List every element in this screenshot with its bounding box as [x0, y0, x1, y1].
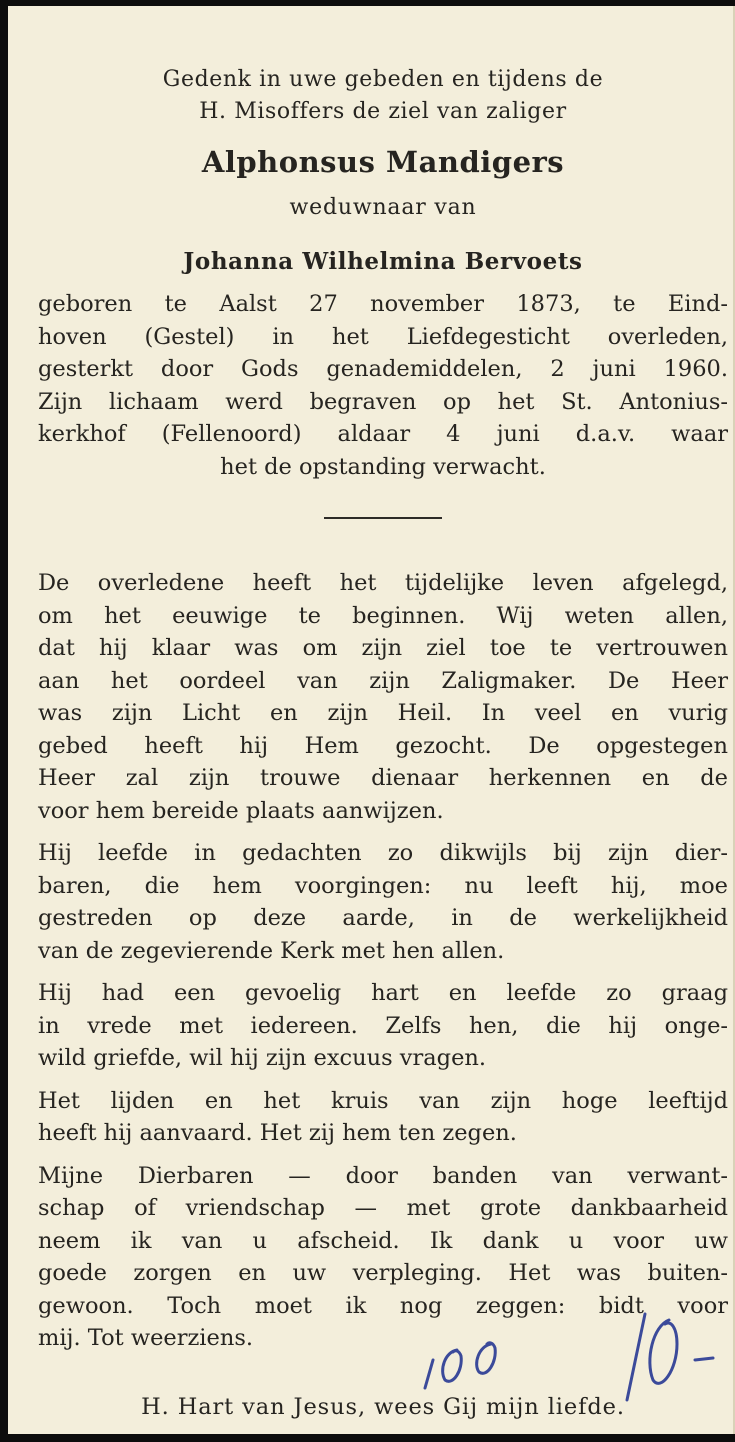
- biography-line: het de opstanding verwacht.: [220, 453, 546, 480]
- text-line: gewoon. Toch moet ik nog zeggen: bidt voor: [38, 1292, 728, 1319]
- prayer-card: [8, 6, 735, 1434]
- text-line: mij. Tot weerziens.: [38, 1325, 254, 1351]
- biography-line: hoven (Gestel) in het Liefdegesticht overleden,: [38, 323, 728, 350]
- text-line: gestreden op deze aarde, in de werkelijkheid: [38, 905, 728, 931]
- paragraph-4: [38, 1085, 728, 1150]
- biography-line: kerkhof (Fellenoord) aldaar 4 juni d.a.v. waar: [38, 421, 728, 447]
- intro-block: [38, 64, 728, 128]
- text-line: Hij leefde in gedachten zo dikwijls bij zijn dier-: [38, 840, 728, 866]
- pencil-annotation: [395, 1300, 735, 1410]
- biography-line: geboren te Aalst 27 november 1873, te Eind-: [38, 291, 728, 317]
- text-line: was zijn Licht en zijn Heil. In veel en vurig: [38, 700, 728, 726]
- closing-prayer: H. Hart van Jesus, wees Gij mijn liefde.: [141, 1393, 625, 1420]
- text-line: dat hij klaar was om zijn ziel toe te vertrouwen: [38, 635, 728, 661]
- intro-line: H. Misoffers de ziel van zaliger: [199, 99, 567, 124]
- relation-text: weduwnaar van: [289, 195, 477, 220]
- text-line: De overledene heeft het tijdelijke leven afgelegd,: [38, 570, 728, 596]
- text-line: om het eeuwige te beginnen. Wij weten allen,: [38, 602, 728, 629]
- text-line: voor hem bereide plaats aanwijzen.: [38, 797, 444, 824]
- text-line: Mijne Dierbaren — door banden van verwant-: [38, 1162, 728, 1189]
- paragraph-3: [38, 977, 728, 1075]
- paragraph-1: [38, 567, 728, 827]
- biography-line: Zijn lichaam werd begraven op het St. Antonius-: [38, 388, 728, 415]
- text-line: Hij had een gevoelig hart en leefde zo graag: [38, 980, 728, 1006]
- text-line: goede zorgen en uw verpleging. Het was buiten-: [38, 1260, 728, 1286]
- text-line: baren, die hem voorgingen: nu leeft hij, moe: [38, 872, 728, 899]
- divider-rule: [324, 517, 442, 519]
- biography-line: gesterkt door Gods genademiddelen, 2 juni 1960.: [38, 356, 728, 382]
- deceased-name: Alphonsus Mandigers: [201, 145, 565, 179]
- text-line: wild griefde, wil hij zijn excuus vragen.: [38, 1045, 487, 1071]
- text-line: van de zegevierende Kerk met hen allen.: [38, 937, 505, 964]
- biography: [38, 288, 728, 483]
- text-line: gebed heeft hij Hem gezocht. De opgestegen: [38, 732, 728, 759]
- text-line: Heer zal zijn trouwe dienaar herkennen en de: [38, 765, 728, 791]
- text-line: aan het oordeel van zijn Zaligmaker. De Heer: [38, 667, 728, 694]
- text-line: neem ik van u afscheid. Ik dank u voor uw: [38, 1227, 728, 1254]
- paragraph-2: [38, 837, 728, 967]
- spouse-name: Johanna Wilhelmina Bervoets: [183, 248, 583, 275]
- text-line: schap of vriendschap — met grote dankbaarheid: [38, 1195, 728, 1221]
- text-line: in vrede met iedereen. Zelfs hen, die hij onge-: [38, 1012, 728, 1039]
- card-content: [38, 64, 728, 1423]
- text-line: Het lijden en het kruis van zijn hoge leeftijd: [38, 1087, 728, 1114]
- intro-line: Gedenk in uwe gebeden en tijdens de: [162, 67, 604, 92]
- text-line: heeft hij aanvaard. Het zij hem ten zegen.: [38, 1120, 517, 1146]
